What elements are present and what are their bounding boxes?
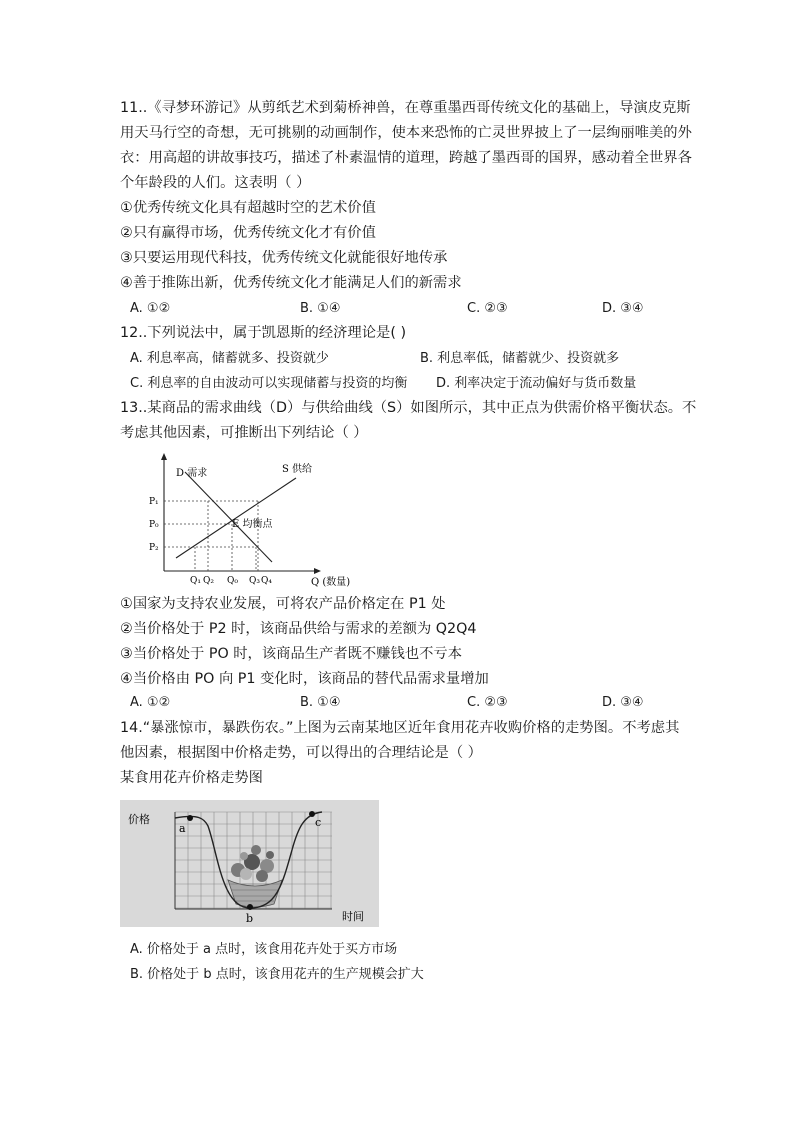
- supply-curve: [176, 478, 296, 558]
- q12-option-b[interactable]: B. 利息率低，储蓄就少、投资就多: [420, 351, 620, 366]
- q11-option-c[interactable]: C. ②③: [467, 301, 508, 316]
- q13-option-c[interactable]: C. ②③: [467, 695, 508, 710]
- p1-label: P₁: [149, 497, 159, 507]
- q12-option-a[interactable]: A. 利息率高，储蓄就多、投资就少: [130, 351, 329, 366]
- price-axis-arrow-icon: [161, 453, 167, 460]
- q13-item-4: ④当价格由 PO 向 P1 变化时，该商品的替代品需求量增加: [120, 671, 489, 687]
- q12-option-c[interactable]: C. 利息率的自由波动可以实现储蓄与投资的均衡: [130, 376, 408, 391]
- guide-lines: [164, 501, 258, 571]
- p0-label: P₀: [149, 520, 159, 530]
- q13-item-3: ③当价格处于 PO 时，该商品生产者既不赚钱也不亏本: [120, 646, 463, 662]
- q13-stem-line-2: 考虑其他因素，可推断出下列结论（ ）: [120, 425, 368, 441]
- q14-option-b[interactable]: B. 价格处于 b 点时，该食用花卉的生产规模会扩大: [130, 967, 424, 982]
- point-b-label: b: [246, 912, 254, 925]
- q11-option-b[interactable]: B. ①④: [300, 301, 341, 316]
- q13-option-a[interactable]: A. ①②: [130, 695, 171, 710]
- q14-stem-line-2: 他因素，根据图中价格走势，可以得出的合理结论是（ ）: [120, 745, 482, 761]
- q0-label: Q₀: [227, 576, 238, 586]
- quantity-axis-arrow-icon: [314, 568, 321, 574]
- q12-option-d[interactable]: D. 利率决定于流动偏好与货币数量: [436, 376, 637, 391]
- supply-demand-figure: [148, 452, 370, 592]
- q14-figure-title: 某食用花卉价格走势图: [120, 770, 263, 786]
- q11-item-2: ②只有赢得市场，优秀传统文化才有价值: [120, 225, 376, 241]
- point-b-marker: [247, 904, 253, 910]
- flower-price-figure: [120, 800, 379, 927]
- q11-item-4: ④善于推陈出新，优秀传统文化才能满足人们的新需求: [120, 275, 462, 291]
- price-axis-label: 价格: [128, 813, 150, 826]
- q13-option-b[interactable]: B. ①④: [300, 695, 341, 710]
- q14-stem-line-1: 14.“暴涨惊市，暴跌伤农。”上图为云南某地区近年食用花卉收购价格的走势图。不考虑其: [120, 720, 680, 736]
- q2-label: Q₂: [203, 576, 214, 586]
- q11-item-3: ③只要运用现代科技，优秀传统文化就能很好地传承: [120, 250, 448, 266]
- q1-label: Q₁: [190, 576, 201, 586]
- demand-label: D 需求: [176, 468, 208, 479]
- q13-stem-line-1: 13..某商品的需求曲线（D）与供给曲线（S）如图所示，其中正点为供需价格平衡状态。不: [120, 400, 697, 416]
- q11-option-d[interactable]: D. ③④: [602, 301, 644, 316]
- q11-option-a[interactable]: A. ①②: [130, 301, 171, 316]
- quantity-axis-label: Q (数量): [311, 577, 351, 588]
- q3-label: Q₃: [249, 576, 260, 586]
- time-axis-label: 时间: [342, 910, 364, 923]
- q11-stem-line-4: 个年龄段的人们。这表明（ ）: [120, 175, 311, 191]
- point-c-label: c: [315, 816, 322, 829]
- p2-label: P₂: [149, 543, 159, 553]
- q14-option-a[interactable]: A. 价格处于 a 点时，该食用花卉处于买方市场: [130, 942, 398, 957]
- q13-item-1: ①国家为支持农业发展，可将农产品价格定在 P1 处: [120, 596, 446, 612]
- equilibrium-label: E 均衡点: [232, 519, 273, 530]
- q4-label: Q₄: [261, 576, 272, 586]
- point-a-marker: [187, 815, 193, 821]
- q11-stem-line-2: 用天马行空的奇想，无可挑剔的动画制作，使本来恐怖的亡灵世界披上了一层绚丽唯美的外: [120, 125, 692, 141]
- q11-stem-line-1: 11..《寻梦环游记》从剪纸艺术到菊桥神兽，在尊重墨西哥传统文化的基础上，导演皮克斯: [120, 100, 691, 116]
- q13-option-d[interactable]: D. ③④: [602, 695, 644, 710]
- demand-curve: [185, 472, 272, 562]
- q11-stem-line-3: 衣：用高超的讲故事技巧，描述了朴素温情的道理，跨越了墨西哥的国界，感动着全世界各: [120, 150, 692, 166]
- q13-item-2: ②当价格处于 P2 时，该商品供给与需求的差额为 Q2Q4: [120, 621, 477, 637]
- supply-label: S 供给: [282, 464, 313, 475]
- point-a-label: a: [179, 822, 186, 835]
- q11-item-1: ①优秀传统文化具有超越时空的艺术价值: [120, 200, 376, 216]
- q12-stem: 12..下列说法中，属于凯恩斯的经济理论是( ): [120, 325, 407, 341]
